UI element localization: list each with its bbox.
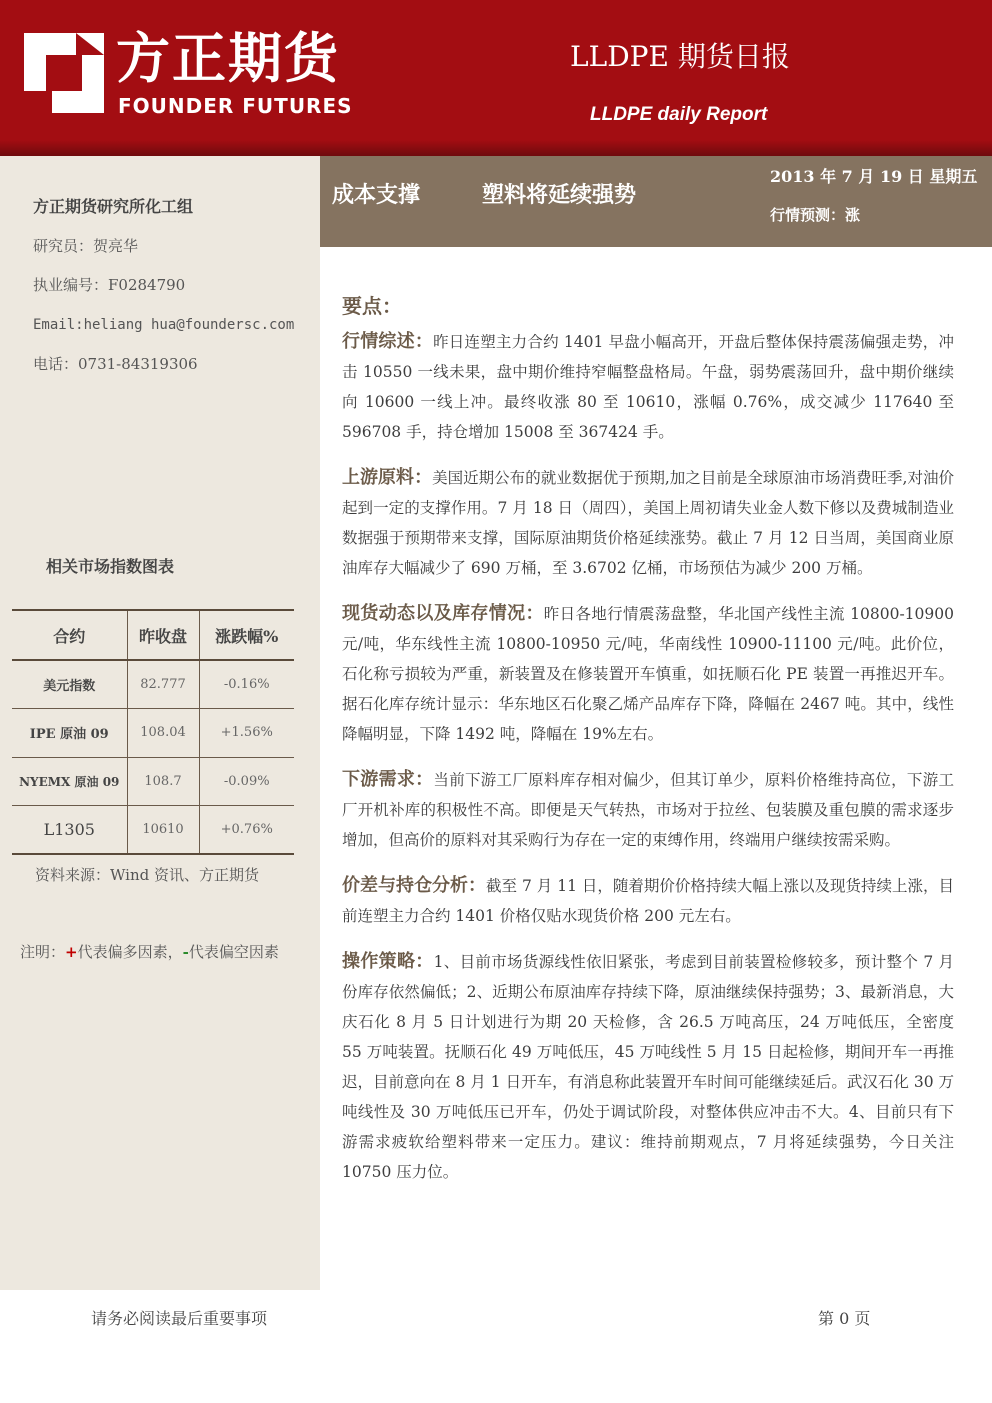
section-heading: 行情综述：	[342, 331, 434, 352]
title-band	[320, 156, 992, 247]
section-heading: 价差与持仓分析：	[342, 875, 487, 896]
section-market-review	[342, 327, 954, 447]
section-heading: 上游原料：	[342, 467, 433, 488]
minus-sign: -	[182, 943, 189, 961]
note-bullish: 代表偏多因素，	[77, 943, 183, 961]
section-heading: 下游需求：	[342, 769, 434, 790]
section-spread-position	[342, 871, 954, 931]
sidebar	[0, 156, 320, 1290]
analyst-name: 研究员：贺亮华	[33, 237, 139, 255]
logo-en: FOUNDER FUTURES	[118, 94, 353, 118]
contract-name: 美元指数	[12, 660, 127, 709]
footer-notice: 请务必阅读最后重要事项	[91, 1309, 268, 1328]
plus-sign: +	[65, 943, 78, 961]
col-contract: 合约	[12, 610, 127, 660]
change-pct: -0.09%	[199, 757, 294, 806]
research-group: 方正期货研究所化工组	[33, 197, 194, 216]
section-text: 截至 7 月 11 日，随着期价价格持续大幅上涨以及现货持续上涨，目前连塑主力合约 1401 价格仅贴水现货价格 200 元左右。	[342, 877, 955, 925]
prev-close: 108.04	[127, 709, 199, 758]
report-date: 2013 年 7 月 19 日 星期五	[770, 167, 978, 186]
founder-logo-icon	[24, 33, 104, 113]
note-prefix: 注明：	[20, 943, 66, 961]
page-number: 第 0 页	[818, 1309, 871, 1328]
market-forecast: 行情预测：涨	[770, 206, 861, 224]
analyst-phone: 电话：0731-84319306	[33, 355, 198, 373]
change-pct: -0.16%	[199, 660, 294, 709]
table-row	[12, 757, 294, 806]
change-pct: +1.56%	[199, 709, 294, 758]
section-text: 1、目前市场货源线性依旧紧张，考虑到目前装置检修较多，预计整个 7 月份库存依然偏低；2、近期公布原油库存持续下降，原油继续保持强势；3、最新消息，大庆石化 8 月 5 日计划进行为期 20 天检修，含 26.5 万吨高压，24 万吨低压，全密度 55 万吨装置。抚顺石化 49 万吨低压，45 万吨线性 5 月 15 日起检修，期间开车一再推迟，目前意向在 8 月 1 日开车，有消息称此装置开车时间可能继续延后。武汉石化 30 万吨线性及 30 万吨低压已开车，仍处于调试阶段，对整体供应冲击不大。4、目前只有下游需求疲软给塑料带来一定压力。建议：维持前期观点，7 月将延续强势，今日关注 10750 压力位。	[342, 953, 954, 1181]
note-bearish: 代表偏空因素	[188, 943, 279, 961]
report-title: LLDPE 期货日报	[570, 40, 790, 73]
report-body	[342, 290, 954, 1203]
data-source: 资料来源：Wind 资讯、方正期货	[35, 866, 259, 884]
license-number: 执业编号：F0284790	[33, 276, 186, 294]
contract-name: NYEMX 原油 09	[12, 757, 127, 806]
col-change-pct: 涨跌幅%	[199, 610, 294, 660]
section-text: 昨日连塑主力合约 1401 早盘小幅高开，开盘后整体保持震荡偏强走势，冲击 10550 一线未果，盘中期价维持窄幅整盘格局。午盘，弱势震荡回升，盘中期价继续向 10600 一线上冲。最终收涨 80 至 10610，涨幅 0.76%，成交减少 117640 至 596708 手，持仓增加 15008 至 367424 手。	[342, 333, 955, 441]
section-strategy	[342, 947, 954, 1187]
topic-secondary: 塑料将延续强势	[482, 182, 637, 208]
table-row	[12, 660, 294, 709]
section-text: 昨日各地行情震荡盘整，华北国产线性主流 10800-10900 元/吨，华东线性主流 10800-10950 元/吨，华南线性 10900-11100 元/吨。此价位，石化称亏损较为严重，新装置及在修装置开车慎重，如抚顺石化 PE 装置一再推迟开车。据石化库存统计显示：华东地区石化聚乙烯产品库存下降，降幅在 2467 吨。其中，线性降幅明显，下降 1492 吨，降幅在 19%左右。	[342, 605, 954, 743]
section-text: 美国近期公布的就业数据优于预期,加之目前是全球原油市场消费旺季,对油价起到一定的支撑作用。7 月 18 日（周四），美国上周初请失业金人数下修以及费城制造业数据强于预期带来支撑，国际原油期货价格延续涨势。截止 7 月 12 日当周，美国商业原油库存大幅减少了 690 万桶，至 3.6702 亿桶，市场预估为减少 200 万桶。	[342, 469, 955, 577]
table-row	[12, 709, 294, 758]
table-row	[12, 806, 294, 855]
analyst-email[interactable]: Email:heliang hua@foundersc.com	[33, 317, 295, 333]
prev-close: 82.777	[127, 660, 199, 709]
prev-close: 108.7	[127, 757, 199, 806]
section-downstream	[342, 765, 954, 855]
table-header-row	[12, 610, 294, 660]
report-subtitle: LLDPE daily Report	[590, 104, 768, 125]
contract-name: IPE 原油 09	[12, 709, 127, 758]
legend-note	[20, 941, 279, 962]
market-index-table	[12, 609, 294, 855]
col-prev-close: 昨收盘	[127, 610, 199, 660]
prev-close: 10610	[127, 806, 199, 855]
section-upstream	[342, 463, 954, 583]
market-table-title: 相关市场指数图表	[46, 557, 175, 576]
logo-cn: 方正期货	[116, 27, 340, 90]
section-heading: 现货动态以及库存情况：	[342, 603, 544, 624]
contract-name: L1305	[12, 806, 127, 855]
section-spot-inventory	[342, 599, 954, 749]
section-text: 当前下游工厂原料库存相对偏少，但其订单少，原料价格维持高位，下游工厂开机补库的积极性不高。即便是天气转热，市场对于拉丝、包装膜及重包膜的需求逐步增加，但高价的原料对其采购行为存在一定的束缚作用，终端用户继续按需采购。	[342, 771, 954, 849]
report-header	[0, 0, 992, 156]
key-points-heading: 要点：	[342, 294, 402, 318]
header-shade	[0, 140, 992, 156]
topic-primary: 成本支撑	[332, 182, 421, 208]
section-heading: 操作策略：	[342, 951, 434, 972]
change-pct: +0.76%	[199, 806, 294, 855]
